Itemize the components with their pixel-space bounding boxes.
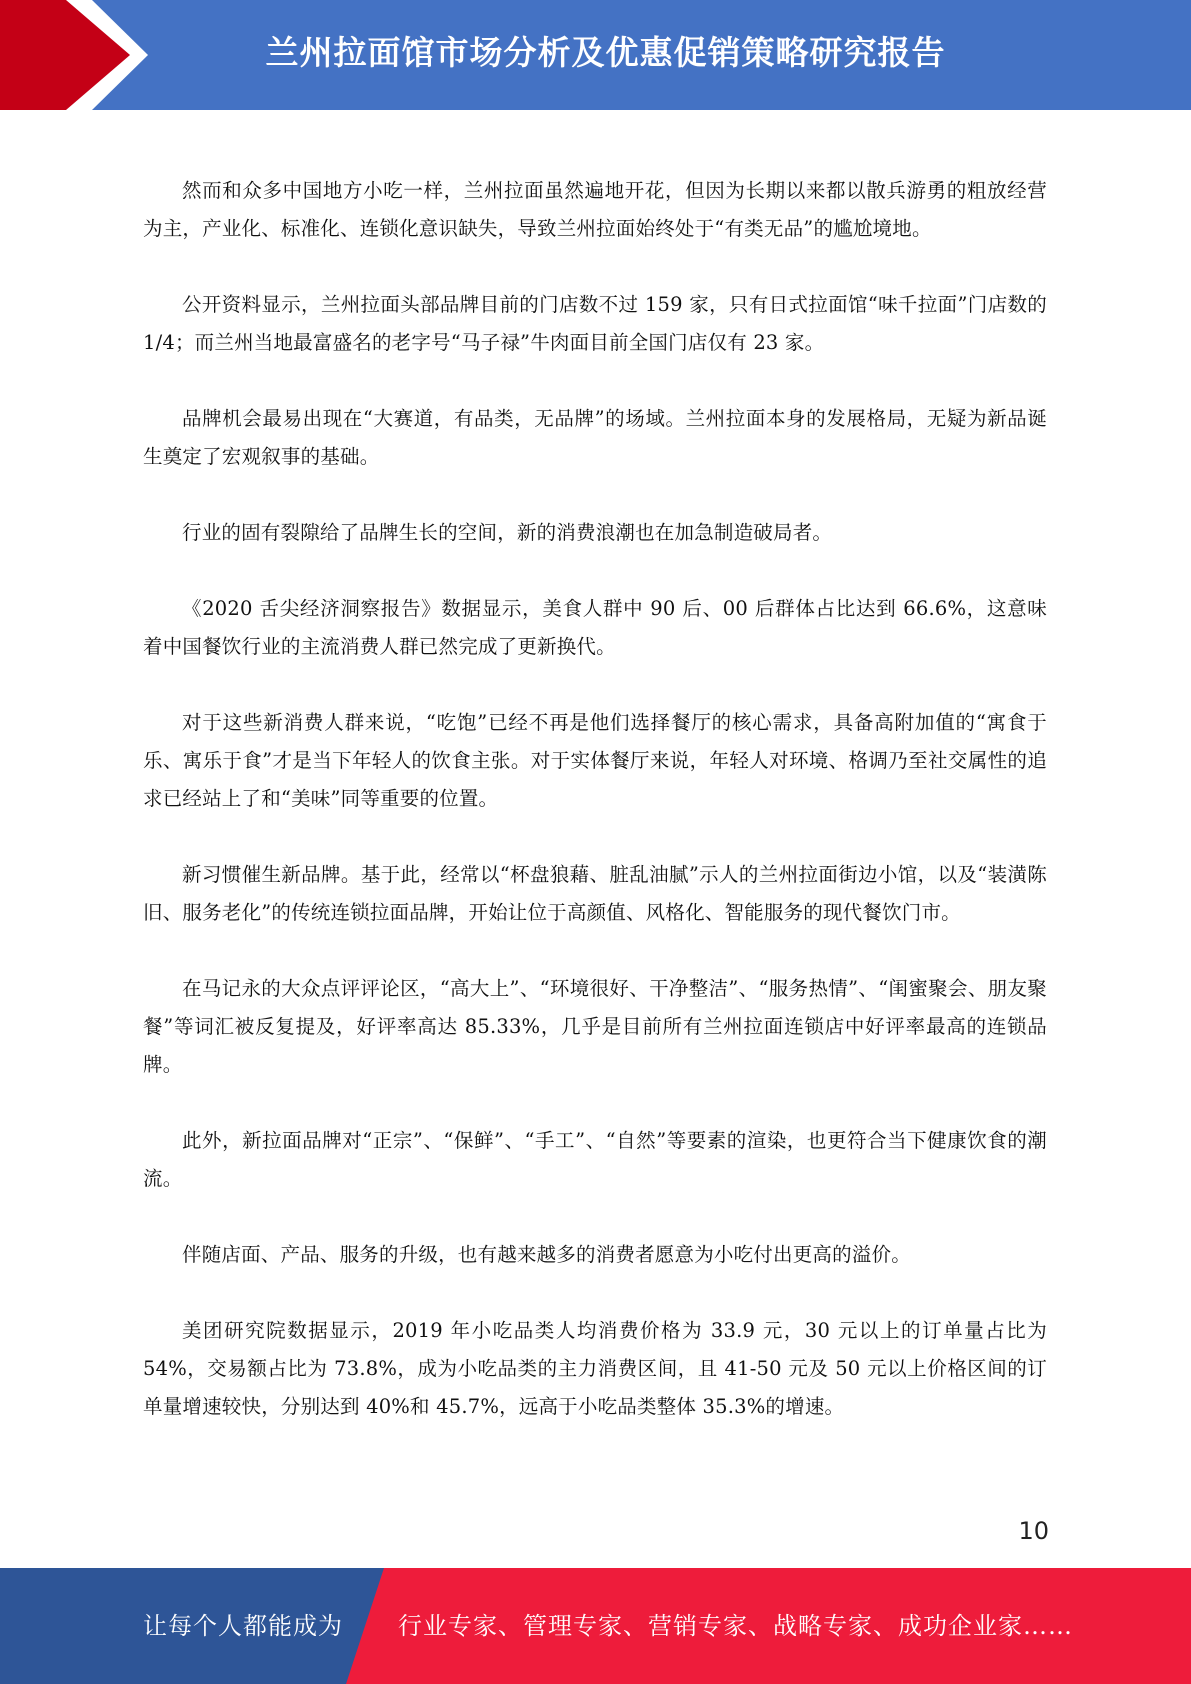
paragraph: 《2020 舌尖经济洞察报告》数据显示，美食人群中 90 后、00 后群体占比达到 66.6%，这意味着中国餐饮行业的主流消费人群已然完成了更新换代。 — [143, 597, 1047, 658]
page-number: 10 — [1018, 1517, 1049, 1545]
header-bar — [0, 0, 1191, 110]
paragraph: 对于这些新消费人群来说，“吃饱”已经不再是他们选择餐厅的核心需求，具备高附加值的“寓食于乐、寓乐于食”才是当下年轻人的饮食主张。对于实体餐厅来说，年轻人对环境、格调乃至社交属性的追求已经站上了和“美味”同等重要的位置。 — [143, 711, 1047, 810]
report-body — [143, 172, 1047, 1464]
paragraph: 然而和众多中国地方小吃一样，兰州拉面虽然遍地开花，但因为长期以来都以散兵游勇的粗放经营为主，产业化、标准化、连锁化意识缺失，导致兰州拉面始终处于“有类无品”的尴尬境地。 — [143, 179, 1047, 240]
paragraph: 伴随店面、产品、服务的升级，也有越来越多的消费者愿意为小吃付出更高的溢价。 — [182, 1243, 911, 1266]
paragraph: 此外，新拉面品牌对“正宗”、“保鲜”、“手工”、“自然”等要素的渲染，也更符合当下健康饮食的潮流。 — [143, 1129, 1047, 1190]
paragraph: 在马记永的大众点评评论区，“高大上”、“环境很好、干净整洁”、“服务热情”、“闺蜜聚会、朋友聚餐”等词汇被反复提及，好评率高达 85.33%，几乎是目前所有兰州拉面连锁店中好评率最高的连锁品牌。 — [143, 977, 1047, 1076]
footer-slogan-left: 让每个人都能成为 — [143, 1612, 343, 1640]
paragraph: 品牌机会最易出现在“大赛道，有品类，无品牌”的场域。兰州拉面本身的发展格局，无疑为新品诞生奠定了宏观叙事的基础。 — [143, 407, 1047, 468]
paragraph: 行业的固有裂隙给了品牌生长的空间，新的消费浪潮也在加急制造破局者。 — [182, 521, 833, 544]
paragraph: 新习惯催生新品牌。基于此，经常以“杯盘狼藉、脏乱油腻”示人的兰州拉面街边小馆，以及“装潢陈旧、服务老化”的传统连锁拉面品牌，开始让位于高颜值、风格化、智能服务的现代餐饮门市。 — [143, 863, 1047, 924]
report-title: 兰州拉面馆市场分析及优惠促销策略研究报告 — [265, 33, 946, 72]
footer-bar — [0, 1568, 1191, 1684]
paragraph: 美团研究院数据显示，2019 年小吃品类人均消费价格为 33.9 元，30 元以上的订单量占比为 54%，交易额占比为 73.8%，成为小吃品类的主力消费区间，且 41-50 元及 50 元以上价格区间的订单量增速较快，分别达到 40%和 45.7%，远高于小吃品类整体 35.3%的增速。 — [143, 1319, 1047, 1418]
paragraph: 公开资料显示，兰州拉面头部品牌目前的门店数不过 159 家，只有日式拉面馆“味千拉面”门店数的 1/4；而兰州当地最富盛名的老字号“马子禄”牛肉面目前全国门店仅有 23 家。 — [143, 293, 1047, 354]
footer-slogan-right: 行业专家、管理专家、营销专家、战略专家、成功企业家…… — [398, 1612, 1073, 1640]
